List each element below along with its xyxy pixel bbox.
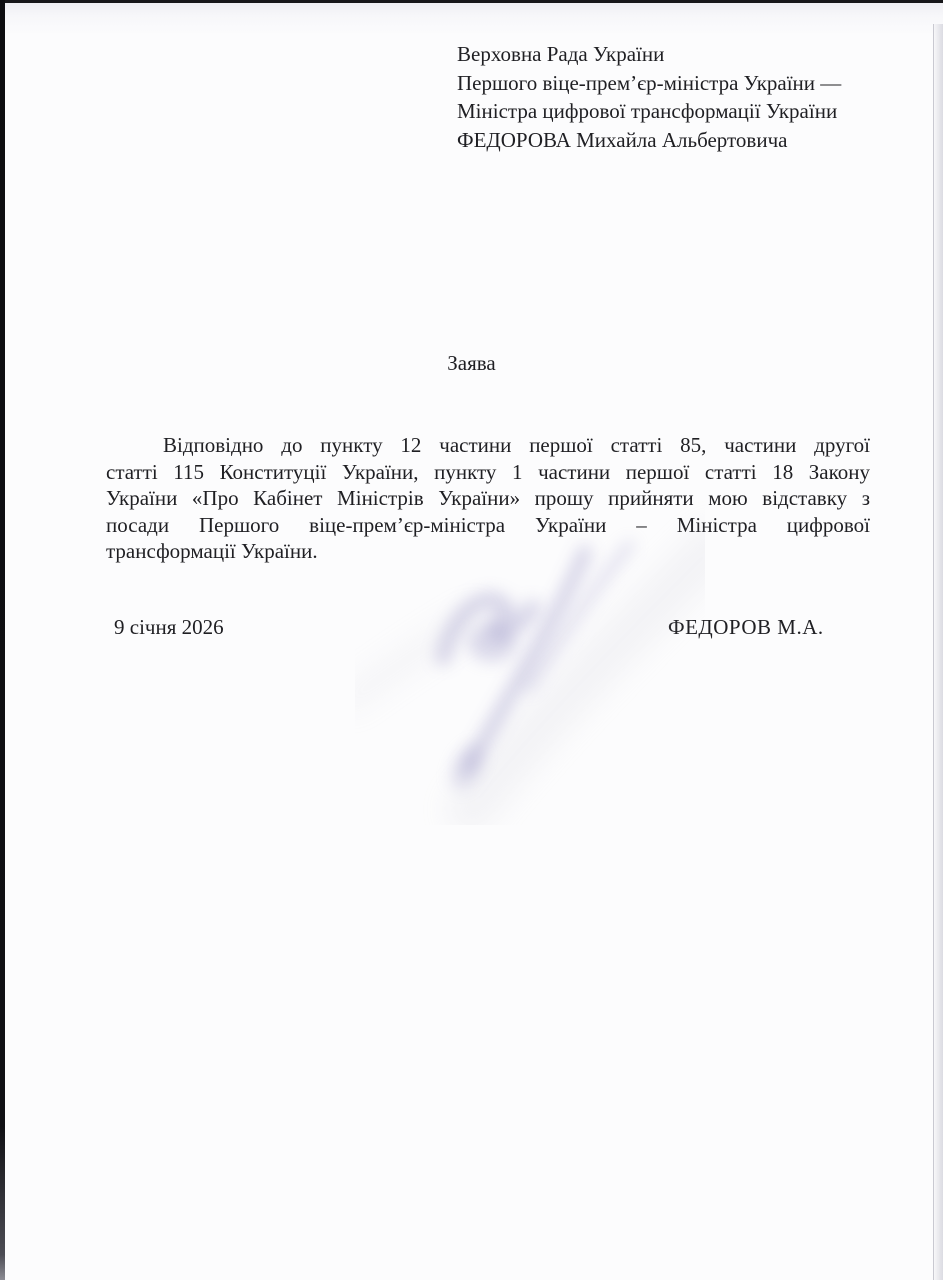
- body-line: посади Першого віце-прем’єр-міністра України – Міністра цифрової: [106, 512, 870, 537]
- letter-title: Заява: [447, 351, 496, 375]
- body-line: статті 115 Конституції України, пункту 1 частини першої статті 18 Закону: [106, 459, 870, 484]
- scan-edge-right: [933, 24, 943, 1280]
- recipient-line: Верховна Рада України: [457, 42, 665, 66]
- date-text: 9 січня 2026: [114, 615, 224, 639]
- recipient-line: Міністра цифрової трансформації України: [457, 99, 838, 123]
- signatory-name: ФЕДОРОВ М.А.: [668, 615, 824, 639]
- scan-edge-top: [0, 0, 943, 3]
- body-line: Відповідно до пункту 12 частини першої статті 85, частини другої: [163, 433, 870, 457]
- recipient-line: Першого віце-прем’єр-міністра України —: [457, 70, 842, 95]
- scan-edge-left: [0, 0, 5, 1280]
- body-paragraph: [106, 432, 870, 565]
- recipient-block: [457, 40, 841, 154]
- body-line: трансформації України.: [106, 539, 318, 563]
- body-line: України «Про Кабінет Міністрів України» прошу прийняти мою відставку з: [106, 486, 870, 510]
- recipient-line: ФЕДОРОВА Михайла Альбертовича: [457, 127, 788, 152]
- scan-top-shadow: [0, 0, 943, 36]
